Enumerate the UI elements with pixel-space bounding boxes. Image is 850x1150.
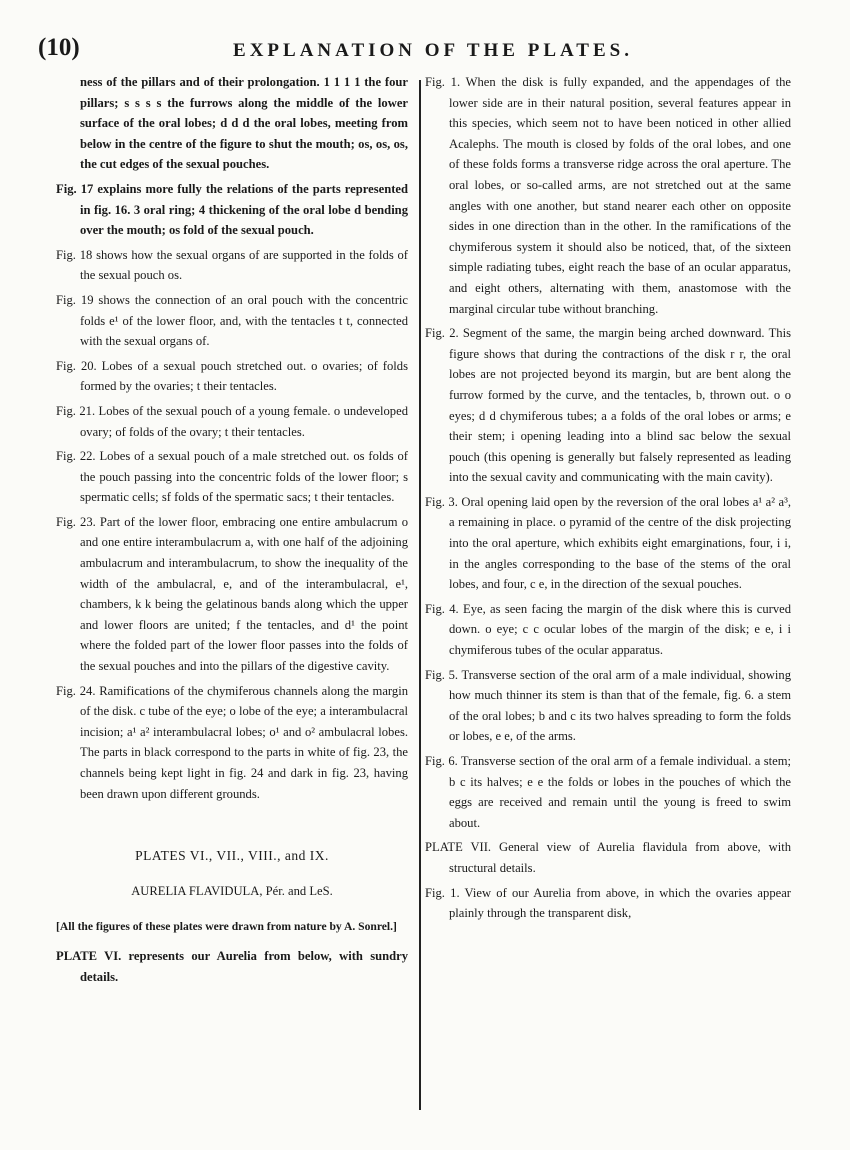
paragraph: Fig. 24. Ramifications of the chymiferous channels along the margin of the disk. c tube of the eye; o lobe of the eye; a interambulacral incision; a¹ a² interambulacral lobes; o¹ and o² ambulacral lobes. The parts in black correspond to the parts in white of fig. 23, the channels being kept light in fig. 24 and dark in fig. 23, having been drawn upon different grounds. [56, 683, 408, 801]
paragraph: ness of the pillars and of their prolongation. 1 1 1 1 the four pillars; s s s s the furrows along the middle of the lower surface of the oral lobes; d d d the oral lobes, meeting from below in the centre of the figure to shut the mouth; os, os, os, the cut edges of the sexual pouches. [80, 75, 408, 172]
paragraph: Fig. 2. Segment of the same, the margin being arched downward. This figure shows that during the contractions of the disk r r, the oral lobes are not projected beyond its margin, but are bent along the furrow formed by the curve, and the tentacles, b, thrown out. o o eyes; d d chymiferous tubes; a a folds of the oral lobes or arms; e their stem; i opening leading into a blind sac below the sexual pouch (this opening is generally but falsely represented as leading into the sexual cavity and communicating with the main cavity). [425, 326, 791, 485]
running-title: EXPLANATION OF THE PLATES. [233, 40, 633, 61]
drawn-note: [All the figures of these plates were drawn from nature by A. Sonrel.] [56, 920, 397, 934]
plate-vi-line: PLATE VI. represents our Aurelia from below, with sundry details. [56, 948, 408, 984]
paragraph: Fig. 21. Lobes of the sexual pouch of a young female. o undeveloped ovary; of folds of the ovary; t their tentacles. [56, 403, 408, 439]
page-number: (10) [38, 34, 80, 61]
paragraph: Fig. 4. Eye, as seen facing the margin of the disk where this is curved down. o eye; c c ocular lobes of the margin of the disk; e e, i i chymiferous tubes of the ocular apparatus. [425, 601, 791, 658]
paragraph: Fig. 17 explains more fully the relations of the parts represented in fig. 16. 3 oral ring; 4 thickening of the oral lobe d bending over the mouth; os fold of the sexual pouch. [56, 181, 408, 238]
right-column [425, 72, 791, 928]
paragraph: Fig. 18 shows how the sexual organs of are supported in the folds of the sexual pouch os. [56, 247, 408, 283]
page-header [38, 30, 828, 64]
paragraph: Fig. 1. View of our Aurelia from above, in which the ovaries appear plainly through the transparent disk, [425, 885, 791, 921]
paragraph: Fig. 1. When the disk is fully expanded, and the appendages of the lower side are in their natural position, several features appear in this species, which seem not to have been noticed in other allied Acalephs. The mouth is closed by folds of the oral lobes, and one of these folds forms a transverse ridge across the oral aperture. The oral lobes, or so-called arms, are not stretched out at the same angles with one another, but stand nearer each other on opposite sides in one direction than in the other. In the ramifications of the chymiferous system it should also be noticed, that, of the sixteen simple radiating tubes, eight reach the base of an ocular apparatus, and eight others, alternating with them, anastomose with the marginal circular tube without branching. [425, 75, 791, 316]
paragraph: Fig. 23. Part of the lower floor, embracing one entire ambulacrum o and one entire interambulacrum a, with one half of the adjoining ambulacrum and interambulacrum, to show the inequality of the width of the ambulacral, e, and of the interambulacral, e¹, chambers, k k being the gelatinous bands along which the upper and lower floors are united; f the tentacles, and d¹ the point where the folded part of the lower floor passes into the folds of the sexual pouches and into the pillars of the digestive cavity. [56, 514, 408, 674]
paragraph: Fig. 3. Oral opening laid open by the reversion of the oral lobes a¹ a² a³, a remaining in place. o pyramid of the centre of the disk projecting into the oral aperture, which exhibits eight emarginations, four, i i, in the angles corresponding to the base of the stems of the oral lobes, and four, c e, in the direction of the sexual pouches. [425, 494, 791, 592]
plates-heading: PLATES VI., VII., VIII., and IX. [135, 848, 329, 864]
paragraph: PLATE VII. General view of Aurelia flavidula from above, with structural details. [425, 840, 791, 875]
paragraph: Fig. 19 shows the connection of an oral pouch with the concentric folds e¹ of the lower floor, and, with the tentacles t t, connected with the sexual organs of. [56, 292, 408, 349]
paragraph: Fig. 22. Lobes of a sexual pouch of a male stretched out. os folds of the pouch passing into the concentric folds of the lower floor; s spermatic cells; sf folds of the spermatic sacs; t their tentacles. [56, 449, 408, 505]
paragraph: Fig. 5. Transverse section of the oral arm of a male individual, showing how much thinner its stem is than that of the female, fig. 6. a stem of the oral lobes; b and c its two halves spreading to form the folds or lobes, e e, of the arms. [425, 667, 791, 744]
paragraph: Fig. 20. Lobes of a sexual pouch stretched out. o ovaries; of folds formed by the ovaries; t their tentacles. [56, 358, 408, 394]
column-divider [419, 80, 421, 1110]
paragraph: Fig. 6. Transverse section of the oral arm of a female individual. a stem; b c its halves; e e the folds or lobes in the pouches of which the eggs are received and remain until the young is freed to swim about. [425, 754, 791, 830]
left-column [56, 72, 408, 991]
species-line: AURELIA FLAVIDULA, Pér. and LeS. [131, 883, 333, 898]
